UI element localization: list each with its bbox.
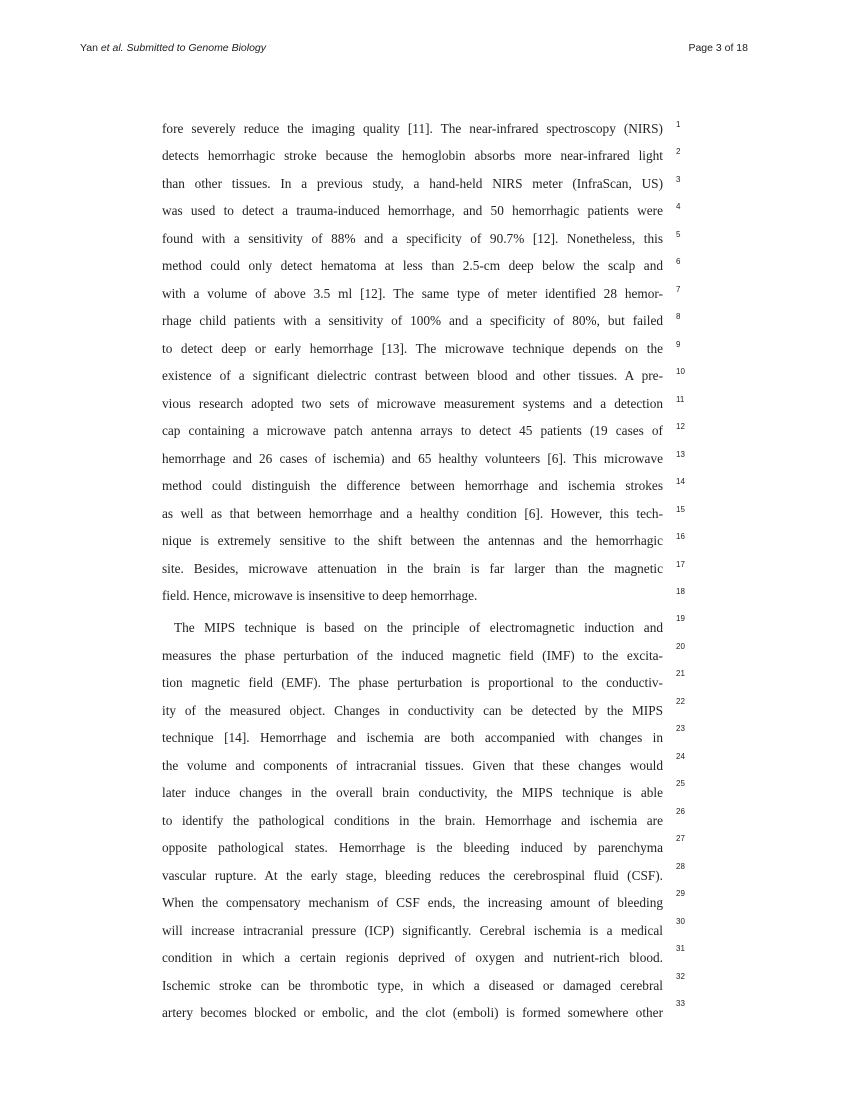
- line-number: 12: [676, 422, 685, 431]
- text-line: tion magnetic field (EMF). The phase perturbation is proportional to the conductiv-: [162, 675, 663, 690]
- line-number: 24: [676, 752, 685, 761]
- line-number: 1: [676, 120, 681, 129]
- line-number: 16: [676, 532, 685, 541]
- text-line: as well as that between hemorrhage and a healthy condition [6]. However, this tech-: [162, 506, 663, 521]
- line-number: 23: [676, 724, 685, 733]
- line-number: 2: [676, 147, 681, 156]
- text-line: fore severely reduce the imaging quality [11]. The near-infrared spectroscopy (NIRS): [162, 121, 663, 136]
- text-line: than other tissues. In a previous study, a hand-held NIRS meter (InfraScan, US): [162, 176, 663, 191]
- text-line: measures the phase perturbation of the induced magnetic field (IMF) to the excita-: [162, 648, 663, 663]
- line-number: 33: [676, 999, 685, 1008]
- line-number: 14: [676, 477, 685, 486]
- line-number: 29: [676, 889, 685, 898]
- line-number: 9: [676, 340, 681, 349]
- text-line: with a volume of above 3.5 ml [12]. The same type of meter identified 28 hemor-: [162, 286, 663, 301]
- line-number: 21: [676, 669, 685, 678]
- text-line: opposite pathological states. Hemorrhage is the bleeding induced by parenchyma: [162, 840, 663, 855]
- line-number: 28: [676, 862, 685, 871]
- text-line: When the compensatory mechanism of CSF ends, the increasing amount of bleeding: [162, 895, 663, 910]
- text-line: later induce changes in the overall brain conductivity, the MIPS technique is able: [162, 785, 663, 800]
- page-number-label: Page 3 of 18: [688, 42, 748, 54]
- text-line: field. Hence, microwave is insensitive to deep hemorrhage.: [162, 588, 478, 603]
- line-number: 11: [676, 395, 685, 404]
- line-number: 3: [676, 175, 681, 184]
- text-line: ity of the measured object. Changes in conductivity can be detected by the MIPS: [162, 703, 663, 718]
- text-line: the volume and components of intracranial tissues. Given that these changes would: [162, 758, 663, 773]
- text-line: condition in which a certain regionis deprived of oxygen and nutrient-rich blood.: [162, 950, 663, 965]
- text-line: site. Besides, microwave attenuation in the brain is far larger than the magnetic: [162, 561, 663, 576]
- text-line: will increase intracranial pressure (ICP) significantly. Cerebral ischemia is a medical: [162, 923, 663, 938]
- text-line: technique [14]. Hemorrhage and ischemia are both accompanied with changes in: [162, 730, 663, 745]
- line-number: 5: [676, 230, 681, 239]
- line-number: 22: [676, 697, 685, 706]
- line-number: 25: [676, 779, 685, 788]
- text-line: vious research adopted two sets of microwave measurement systems and a detection: [162, 396, 663, 411]
- line-number: 6: [676, 257, 681, 266]
- running-header-authors: [80, 42, 266, 54]
- line-number: 18: [676, 587, 685, 596]
- line-number: 17: [676, 560, 685, 569]
- line-number: 7: [676, 285, 681, 294]
- line-number: 30: [676, 917, 685, 926]
- line-number: 13: [676, 450, 685, 459]
- line-number: 27: [676, 834, 685, 843]
- text-line: cap containing a microwave patch antenna arrays to detect 45 patients (19 cases of: [162, 423, 663, 438]
- line-number: 15: [676, 505, 685, 514]
- line-number: 26: [676, 807, 685, 816]
- line-number: 20: [676, 642, 685, 651]
- text-line: vascular rupture. At the early stage, bleeding reduces the cerebrospinal fluid (CSF).: [162, 868, 663, 883]
- line-number: 31: [676, 944, 685, 953]
- line-number: 10: [676, 367, 685, 376]
- text-line: existence of a significant dielectric contrast between blood and other tissues. A pre-: [162, 368, 663, 383]
- line-number: 4: [676, 202, 681, 211]
- text-line: The MIPS technique is based on the principle of electromagnetic induction and: [174, 620, 663, 635]
- line-number: 32: [676, 972, 685, 981]
- header-journal: Submitted to Genome Biology: [123, 42, 267, 54]
- header-etal: et al.: [100, 42, 124, 54]
- text-line: artery becomes blocked or embolic, and the clot (emboli) is formed somewhere other: [162, 1005, 663, 1020]
- line-number: 8: [676, 312, 681, 321]
- text-line: method could only detect hematoma at less than 2.5-cm deep below the scalp and: [162, 258, 663, 273]
- text-line: found with a sensitivity of 88% and a specificity of 90.7% [12]. Nonetheless, this: [162, 231, 663, 246]
- header-authors: Yan: [80, 42, 101, 54]
- text-line: detects hemorrhagic stroke because the hemoglobin absorbs more near-infrared light: [162, 148, 663, 163]
- text-line: was used to detect a trauma-induced hemorrhage, and 50 hemorrhagic patients were: [162, 203, 663, 218]
- text-line: rhage child patients with a sensitivity of 100% and a specificity of 80%, but failed: [162, 313, 663, 328]
- text-line: nique is extremely sensitive to the shift between the antennas and the hemorrhagic: [162, 533, 663, 548]
- text-line: hemorrhage and 26 cases of ischemia) and 65 healthy volunteers [6]. This microwave: [162, 451, 663, 466]
- line-number: 19: [676, 614, 685, 623]
- text-line: to detect deep or early hemorrhage [13]. The microwave technique depends on the: [162, 341, 663, 356]
- text-line: Ischemic stroke can be thrombotic type, in which a diseased or damaged cerebral: [162, 978, 663, 993]
- text-line: to identify the pathological conditions in the brain. Hemorrhage and ischemia are: [162, 813, 663, 828]
- text-line: method could distinguish the difference between hemorrhage and ischemia strokes: [162, 478, 663, 493]
